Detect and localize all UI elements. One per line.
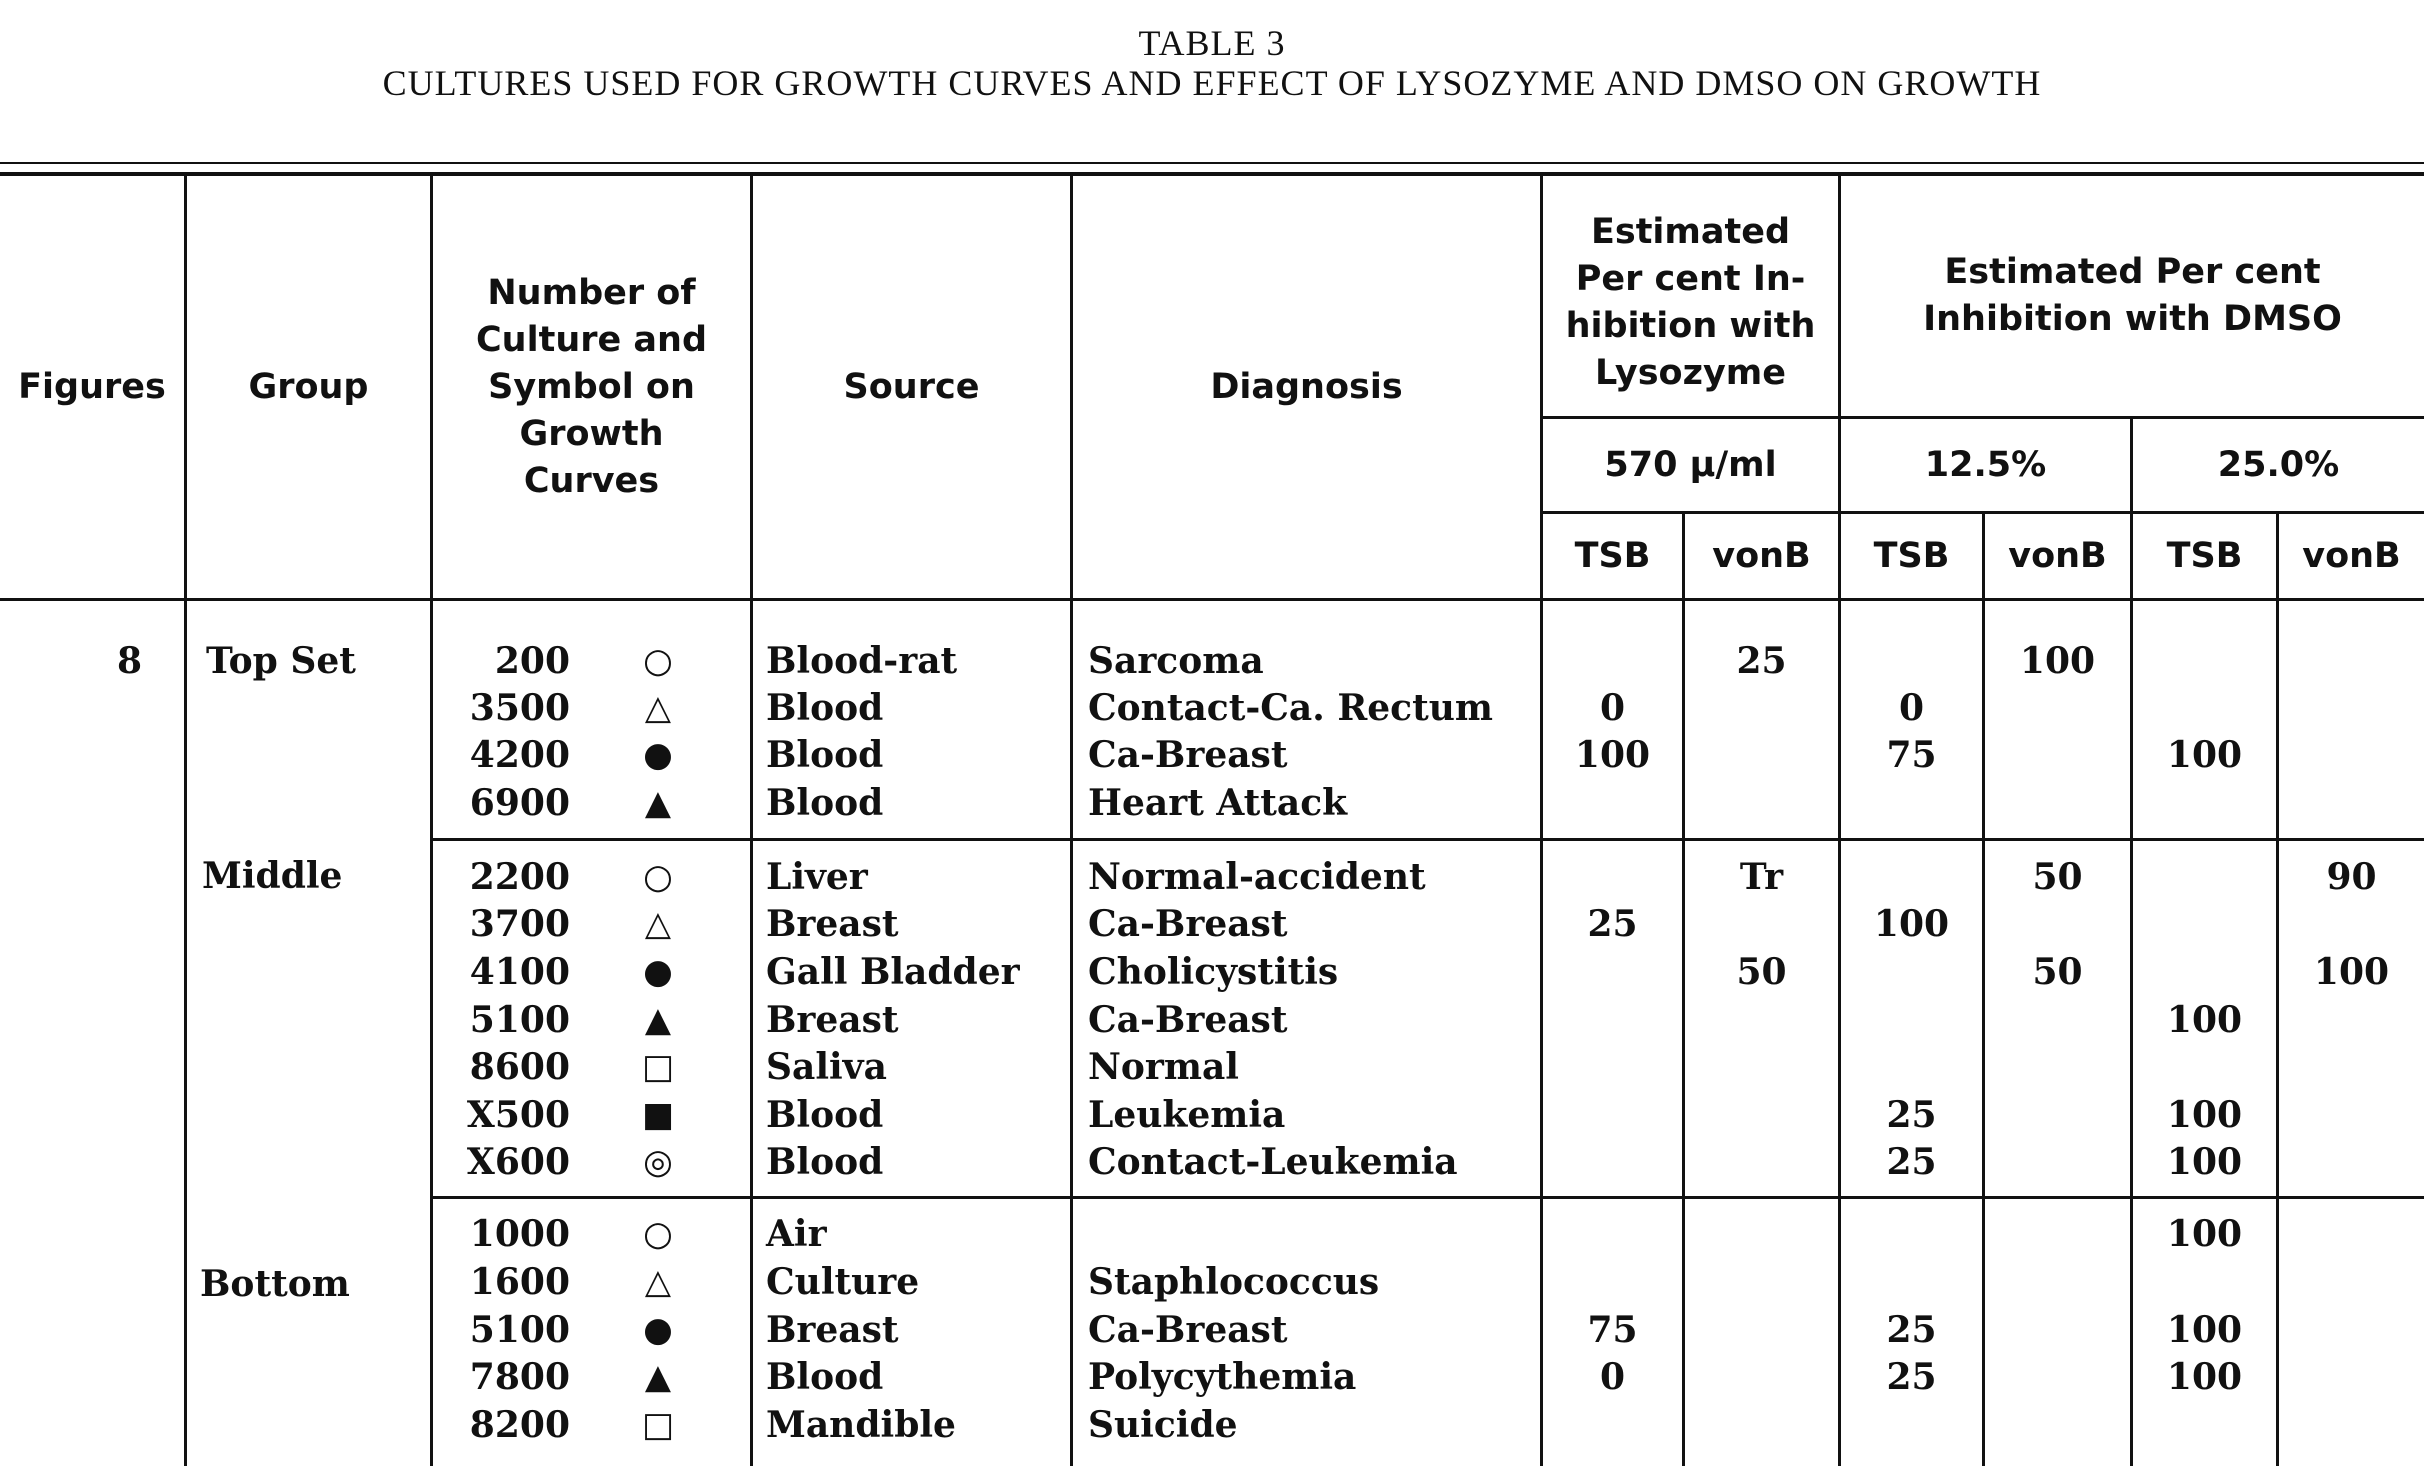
cell-number: 8200 [469,1404,570,1446]
curve-symbol-icon: ● [643,952,673,992]
cell-diagnosis: Staphlococcus [1088,1261,1380,1303]
group-label: Middle [202,855,343,897]
curve-symbol-icon: ● [643,1310,673,1350]
figure-value: 8 [116,640,142,682]
cell-source: Breast [766,999,899,1041]
cell-source: Breast [766,903,899,945]
cell-d12-tsb: 25 [1886,1141,1937,1183]
cell-diagnosis: Normal [1088,1046,1239,1088]
cell-d12-tsb: 75 [1886,734,1937,776]
cell-number: 200 [494,640,570,682]
curve-symbol-icon: ○ [643,857,673,897]
header-tsb: TSB [2166,535,2243,576]
curve-symbol-icon: ▲ [644,1000,672,1040]
cell-d25-tsb: 100 [2166,1213,2243,1255]
curve-symbol-icon: ◎ [643,1142,673,1182]
cell-lys-tsb: 25 [1587,903,1638,945]
cell-lys-tsb: 100 [1574,734,1651,776]
cell-source: Liver [766,856,868,898]
header-vonb: vonB [2008,535,2107,576]
cell-number: 5100 [469,1309,570,1351]
cell-diagnosis: Contact-Ca. Rectum [1088,687,1493,729]
curve-symbol-icon: △ [644,904,672,944]
curve-symbol-icon: ○ [643,641,673,681]
curve-symbol-icon: △ [644,1262,672,1302]
cell-diagnosis: Ca-Breast [1088,999,1288,1041]
header-diagnosis: Diagnosis [1210,366,1403,407]
cell-source: Gall Bladder [766,951,1020,993]
cell-source: Blood [766,687,884,729]
cell-d25-tsb: 100 [2166,1356,2243,1398]
cell-diagnosis: Ca-Breast [1088,1309,1288,1351]
cell-d12-vonb: 50 [2032,856,2083,898]
cell-lys-tsb: 75 [1587,1309,1638,1351]
cell-source: Blood-rat [766,640,958,682]
cell-d12-tsb: 25 [1886,1094,1937,1136]
cell-d25-tsb: 100 [2166,1094,2243,1136]
cell-lys-tsb: 0 [1599,1356,1626,1398]
cell-d12-tsb: 25 [1886,1356,1937,1398]
cell-number: 4100 [469,951,570,993]
cell-diagnosis: Normal-accident [1088,856,1426,898]
cell-source: Breast [766,1309,899,1351]
cell-diagnosis: Suicide [1088,1404,1238,1446]
cell-diagnosis: Ca-Breast [1088,903,1288,945]
cell-source: Air [766,1213,827,1255]
cell-source: Mandible [766,1404,956,1446]
cell-d12-tsb: 25 [1886,1309,1937,1351]
curve-symbol-icon: ● [643,735,673,775]
cell-number: 5100 [469,999,570,1041]
cell-diagnosis: Contact-Leukemia [1088,1141,1458,1183]
curve-symbol-icon: □ [641,1405,675,1445]
cell-d12-tsb: 100 [1873,903,1950,945]
cell-diagnosis: Cholicystitis [1088,951,1339,993]
cell-diagnosis: Leukemia [1088,1094,1286,1136]
cell-lys-vonb: 25 [1736,640,1787,682]
group-label: Top Set [206,640,356,682]
cell-d12-tsb: 0 [1898,687,1925,729]
cell-source: Saliva [766,1046,887,1088]
header-group: Group [248,366,369,407]
header-source: Source [843,366,980,407]
cell-d12-vonb: 50 [2032,951,2083,993]
curve-symbol-icon: ○ [643,1214,673,1254]
group-rule [430,838,2424,841]
cell-d25-tsb: 100 [2166,1141,2243,1183]
header-tsb: TSB [1574,535,1651,576]
cell-d25-tsb: 100 [2166,1309,2243,1351]
header-lysozyme: Estimated Per cent In-hibition with Lysozyme [1565,212,1816,393]
header-dmso: Estimated Per cent Inhibition with DMSO [1923,252,2342,339]
cell-number: X500 [466,1094,570,1136]
table-number: TABLE 3 [1138,23,1286,63]
header-dmso-conc-1: 12.5% [1924,444,2047,485]
cell-source: Blood [766,1356,884,1398]
cell-diagnosis: Ca-Breast [1088,734,1288,776]
curve-symbol-icon: ▲ [644,1357,672,1397]
cell-number: 6900 [469,782,570,824]
cell-number: 3700 [469,903,570,945]
cell-diagnosis: Polycythemia [1088,1356,1357,1398]
top-rule-thin [0,162,2424,164]
curve-symbol-icon: ■ [641,1095,675,1135]
cell-source: Blood [766,782,884,824]
cell-d12-vonb: 100 [2019,640,2096,682]
cell-lys-tsb: 0 [1599,687,1626,729]
cell-source: Blood [766,734,884,776]
cell-d25-vonb: 90 [2326,856,2377,898]
header-dmso-conc-2: 25.0% [2217,444,2340,485]
header-bottom-rule [0,598,2424,601]
group-rule [430,1196,2424,1199]
cell-number: 3500 [469,687,570,729]
cell-source: Blood [766,1141,884,1183]
cell-number: 1000 [469,1213,570,1255]
group-label: Bottom [200,1263,350,1305]
cell-d25-vonb: 100 [2313,951,2390,993]
cell-lys-vonb: Tr [1739,856,1784,898]
header-figures: Figures [18,366,166,407]
header-lys-conc: 570 μ/ml [1604,444,1777,485]
header-vonb: vonB [2302,535,2401,576]
cell-number: 2200 [469,856,570,898]
table-title: CULTURES USED FOR GROWTH CURVES AND EFFECT OF LYSOZYME AND DMSO ON GROWTH [382,63,2042,103]
header-culture: Number of Culture and Symbol on Growth Curves [475,272,708,501]
cell-source: Culture [766,1261,920,1303]
cell-number: 8600 [469,1046,570,1088]
cell-source: Blood [766,1094,884,1136]
cell-d25-tsb: 100 [2166,734,2243,776]
header-tsb: TSB [1873,535,1950,576]
cell-number: X600 [466,1141,570,1183]
cell-number: 1600 [469,1261,570,1303]
cell-d25-tsb: 100 [2166,999,2243,1041]
cell-lys-vonb: 50 [1736,951,1787,993]
curve-symbol-icon: □ [641,1047,675,1087]
header-vonb: vonB [1712,535,1811,576]
cell-diagnosis: Heart Attack [1088,782,1348,824]
curve-symbol-icon: △ [644,688,672,728]
curve-symbol-icon: ▲ [644,783,672,823]
cell-diagnosis: Sarcoma [1088,640,1264,682]
cell-number: 7800 [469,1356,570,1398]
cell-number: 4200 [469,734,570,776]
